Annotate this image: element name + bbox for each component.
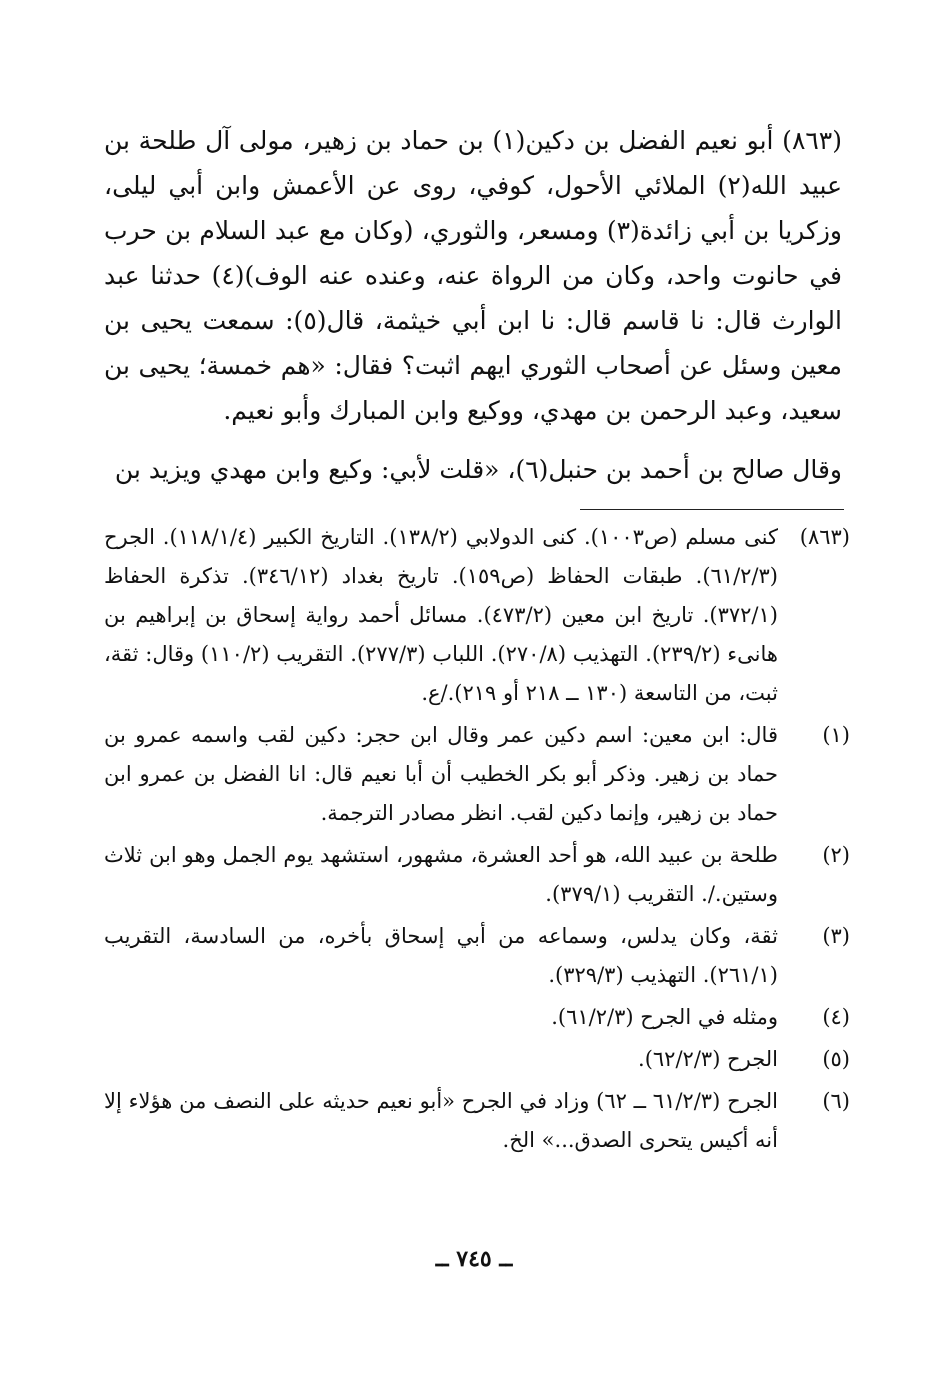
footnote-number: (٥) — [822, 1047, 850, 1071]
footnote-number: (١) — [822, 723, 850, 747]
footnote-item — [104, 716, 850, 833]
footnote-number: (٣) — [822, 924, 850, 948]
footnote-number: (٤) — [822, 1005, 850, 1029]
footnote-text: كنى مسلم (ص١٠٠٣). كنى الدولابي (١٣٨/٢). التاريخ الكبير (١١٨/١/٤). الجرح (٦١/٢/٣). طبقات الحفاظ (ص١٥٩). تاريخ بغداد (٣٤٦/١٢). تذكرة الحفاظ (٣٧٢/١). تاريخ ابن معين (٤٧٣/٢). مسائل أحمد رواية إسحاق بن إبراهيم بن هانىء (٢٣٩/٢). التهذيب (٢٧٠/٨). اللباب (٢٧٧/٣). التقريب (١١٠/٢) وقال: ثقة، ثبت، من التاسعة (١٣٠ ــ ٢١٨ أو ٢١٩)./ع. — [104, 525, 778, 705]
footnote-divider — [580, 509, 844, 510]
footnote-number: (٢) — [822, 843, 850, 867]
main-text — [104, 118, 842, 492]
footnote-number: (٨٦٣) — [799, 525, 850, 549]
footnote-item — [104, 836, 850, 914]
footnotes — [104, 518, 850, 1163]
main-paragraph-2: وقال صالح بن أحمد بن حنبل(٦)، «قلت لأبي: وكيع وابن مهدي ويزيد بن — [114, 455, 842, 484]
page-number: ــ ٧٤٥ ــ — [435, 1246, 513, 1272]
footnote-text: الجرح (٦١/٢/٣ ــ ٦٢) وزاد في الجرح «أبو نعيم حديثه على النصف من هؤلاء إلا أنه أكيس يتحرى الصدق...» الخ. — [104, 1089, 778, 1152]
footnote-number: (٦) — [822, 1089, 850, 1113]
main-paragraph-1: (٨٦٣) أبو نعيم الفضل بن دكين(١) بن حماد بن زهير، مولى آل طلحة بن عبيد الله(٢) الملائي الأحول، كوفي، روى عن الأعمش وابن أبي ليلى، وزكريا بن أبي زائدة(٣) ومسعر، والثوري، (وكان مع عبد السلام بن حرب في حانوت واحد، وكان من الرواة عنه، وعنده عنه الوف)(٤) حدثنا عبد الوارث قال: نا قاسم قال: نا ابن أبي خيثمة، قال(٥): سمعت يحيى بن معين وسئل عن أصحاب الثوري ايهم اثبت؟ فقال: «هم خمسة؛ يحيى بن سعيد، وعبد الرحمن بن مهدي، ووكيع وابن المبارك وأبو نعيم. — [104, 126, 843, 425]
footnote-text: طلحة بن عبيد الله، هو أحد العشرة، مشهور، استشهد يوم الجمل وهو ابن ثلاث وستين./. التقريب (٣٧٩/١). — [104, 843, 778, 906]
footnote-item — [104, 998, 850, 1037]
footnote-text: الجرح (٦٢/٢/٣). — [638, 1047, 778, 1071]
footnote-item — [104, 1040, 850, 1079]
footnote-text: ثقة، وكان يدلس، وسماعه من أبي إسحاق بأخره، من السادسة، التقريب (٢٦١/١). التهذيب (٣٢٩/٣). — [104, 924, 778, 987]
footnote-item — [104, 518, 850, 713]
footnote-item — [104, 1082, 850, 1160]
footnote-text: قال: ابن معين: اسم دكين عمر وقال ابن حجر: دكين لقب واسمه عمرو بن حماد بن زهير. وذكر أبو بكر الخطيب أن أبا نعيم قال: انا الفضل بن عمرو ابن حماد بن زهير، وإنما دكين لقب. انظر مصادر الترجمة. — [104, 723, 778, 825]
footnote-text: ومثله في الجرح (٦١/٢/٣). — [551, 1005, 778, 1029]
footnote-item — [104, 917, 850, 995]
